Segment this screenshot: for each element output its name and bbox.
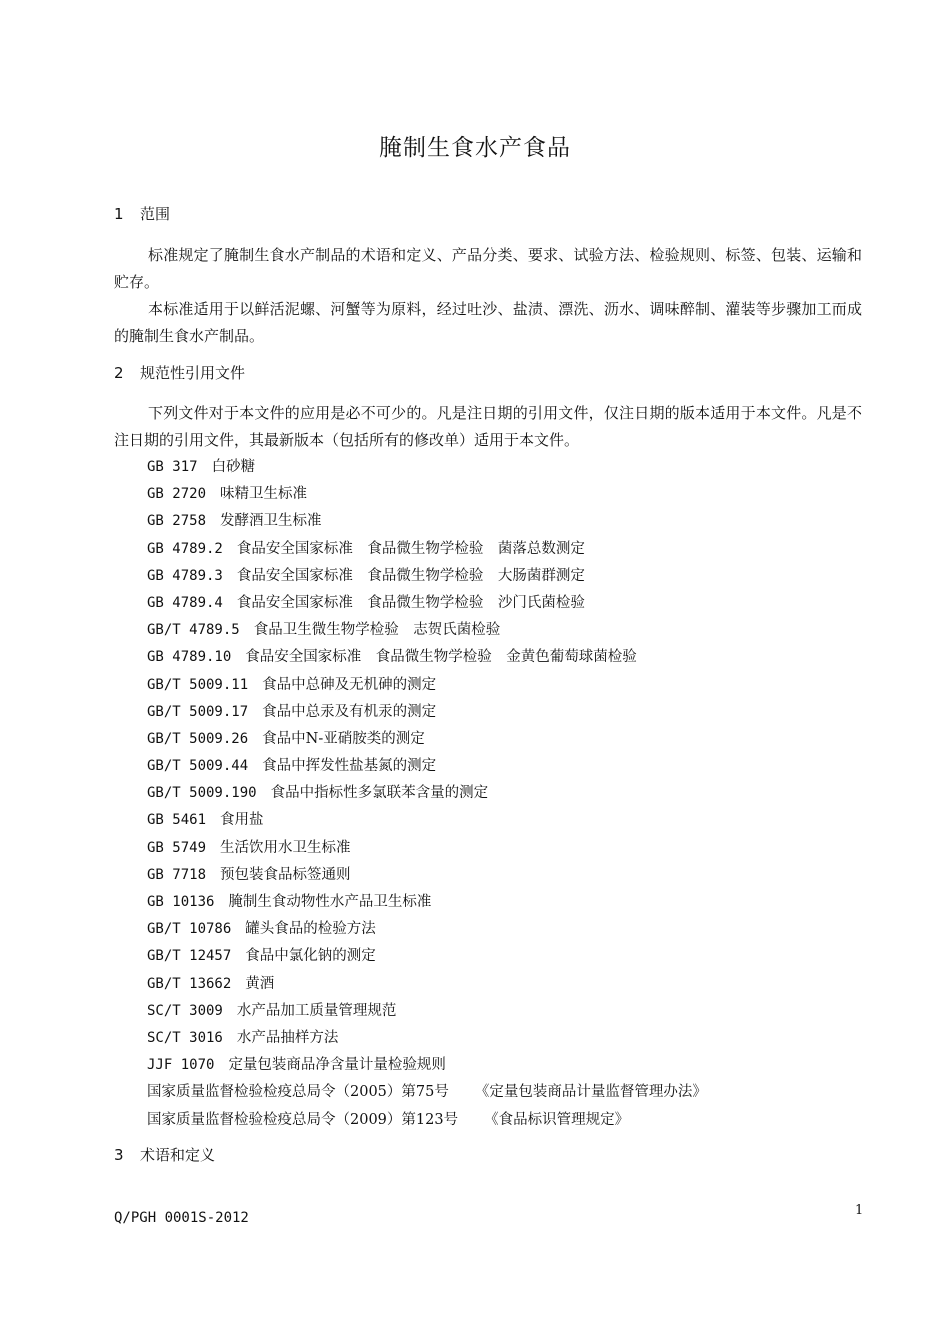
reference-item xyxy=(147,780,707,807)
reference-title: 水产品加工质量管理规范 xyxy=(236,1002,397,1019)
reference-code: SC/T 3009 xyxy=(147,1002,223,1019)
reference-code: GB 2720 xyxy=(147,486,207,503)
section-heading-terms-definitions xyxy=(114,1144,215,1166)
reference-code: GB 4789.2 xyxy=(147,540,223,557)
reference-title: 罐头食品的检验方法 xyxy=(245,921,376,938)
reference-title: 食品中总砷及无机砷的测定 xyxy=(262,676,437,693)
reference-code: JJF 1070 xyxy=(147,1057,215,1074)
reference-code: GB 10136 xyxy=(147,894,215,910)
reference-code: GB 4789.10 xyxy=(147,649,232,666)
reference-item xyxy=(147,644,707,671)
document-title: 腌制生食水产食品 xyxy=(379,135,571,161)
section-number: 2 xyxy=(114,364,124,382)
reference-code: GB/T 5009.190 xyxy=(147,785,257,802)
reference-title: 食品卫生微生物学检验 志贺氏菌检验 xyxy=(253,622,501,639)
reference-title: 黄酒 xyxy=(245,975,275,992)
section-title: 范围 xyxy=(140,205,171,223)
reference-code: 国家质量监督检验检疫总局令（2009）第123号 xyxy=(147,1111,459,1128)
scope-paragraph-1: 标准规定了腌制生食水产制品的术语和定义、产品分类、要求、试验方法、检验规则、标签、包装、运输和贮存。 xyxy=(114,246,862,291)
reference-item xyxy=(147,835,707,862)
reference-title: 食品安全国家标准 食品微生物学检验 沙门氏菌检验 xyxy=(236,594,585,611)
reference-code: GB 5749 xyxy=(147,839,207,856)
reference-title: 白砂糖 xyxy=(211,459,256,475)
reference-item xyxy=(147,536,707,563)
reference-code: SC/T 3016 xyxy=(147,1029,223,1046)
reference-title: 食品安全国家标准 食品微生物学检验 大肠菌群测定 xyxy=(236,567,585,584)
reference-title: 发酵酒卫生标准 xyxy=(220,513,322,530)
reference-item xyxy=(147,998,707,1025)
reference-code: GB/T 13662 xyxy=(147,975,232,992)
scope-paragraph-2: 本标准适用于以鲜活泥螺、河蟹等为原料，经过吐沙、盐渍、漂洗、沥水、调味醉制、灌装等步骤加工而成的腌制生食水产制品。 xyxy=(114,300,862,345)
reference-item xyxy=(147,1079,707,1106)
reference-item xyxy=(147,943,707,970)
reference-title: 味精卫生标准 xyxy=(220,486,308,503)
reference-code: GB 7718 xyxy=(147,866,207,883)
reference-code: GB/T 5009.44 xyxy=(147,758,249,775)
reference-code: GB/T 10786 xyxy=(147,921,232,938)
reference-code: GB 317 xyxy=(147,459,198,475)
reference-item xyxy=(147,807,707,834)
section-number: 1 xyxy=(114,205,124,223)
reference-item xyxy=(147,508,707,535)
reference-item xyxy=(147,862,707,889)
reference-code: GB/T 12457 xyxy=(147,948,232,965)
reference-code: GB 4789.4 xyxy=(147,594,223,611)
section-heading-scope xyxy=(114,203,170,225)
reference-code: GB/T 4789.5 xyxy=(147,622,240,639)
reference-title: 《定量包装商品计量监督管理办法》 xyxy=(474,1084,707,1101)
reference-item xyxy=(147,726,707,753)
reference-title: 腌制生食动物性水产品卫生标准 xyxy=(228,894,432,910)
reference-code: GB 2758 xyxy=(147,513,207,530)
section-number: 3 xyxy=(114,1146,124,1164)
reference-item xyxy=(147,916,707,943)
page-number: 1 xyxy=(855,1203,864,1218)
reference-item xyxy=(147,617,707,644)
reference-title: 食品安全国家标准 食品微生物学检验 菌落总数测定 xyxy=(236,540,585,557)
reference-code: GB 5461 xyxy=(147,812,207,829)
reference-title: 食品中氯化钠的测定 xyxy=(245,948,376,965)
reference-title: 食品中指标性多氯联苯含量的测定 xyxy=(270,785,489,802)
reference-code: GB/T 5009.11 xyxy=(147,676,249,693)
section-heading-normative-references xyxy=(114,362,245,384)
reference-item xyxy=(147,481,707,508)
reference-code: GB/T 5009.17 xyxy=(147,703,249,720)
reference-item xyxy=(147,672,707,699)
reference-title: 《食品标识管理规定》 xyxy=(484,1111,630,1128)
section-title: 规范性引用文件 xyxy=(140,364,246,382)
reference-item xyxy=(147,889,707,916)
reference-title: 食用盐 xyxy=(220,812,264,829)
reference-item xyxy=(147,1052,707,1079)
footer-standard-code: Q/PGH 0001S-2012 xyxy=(114,1210,249,1226)
reference-item xyxy=(147,971,707,998)
section-title: 术语和定义 xyxy=(140,1146,216,1164)
reference-code: GB/T 5009.26 xyxy=(147,730,249,747)
reference-item xyxy=(147,1107,707,1134)
reference-title: 定量包装商品净含量计量检验规则 xyxy=(228,1057,446,1074)
reference-list xyxy=(147,454,707,1134)
reference-item xyxy=(147,753,707,780)
reference-title: 食品中挥发性盐基氮的测定 xyxy=(262,758,437,775)
references-intro-paragraph: 下列文件对于本文件的应用是必不可少的。凡是注日期的引用文件，仅注日期的版本适用于本文件。凡是不注日期的引用文件，其最新版本（包括所有的修改单）适用于本文件。 xyxy=(114,404,862,449)
reference-item xyxy=(147,563,707,590)
reference-item xyxy=(147,699,707,726)
reference-title: 水产品抽样方法 xyxy=(236,1029,339,1046)
reference-title: 食品中N-亚硝胺类的测定 xyxy=(262,730,425,747)
reference-item xyxy=(147,590,707,617)
reference-code: 国家质量监督检验检疫总局令（2005）第75号 xyxy=(147,1084,449,1101)
reference-item xyxy=(147,1025,707,1052)
reference-title: 食品安全国家标准 食品微生物学检验 金黄色葡萄球菌检验 xyxy=(245,649,637,666)
reference-item xyxy=(147,454,707,481)
reference-title: 生活饮用水卫生标准 xyxy=(220,839,351,856)
reference-title: 预包装食品标签通则 xyxy=(220,866,351,883)
reference-code: GB 4789.3 xyxy=(147,567,223,584)
reference-title: 食品中总汞及有机汞的测定 xyxy=(262,703,437,720)
